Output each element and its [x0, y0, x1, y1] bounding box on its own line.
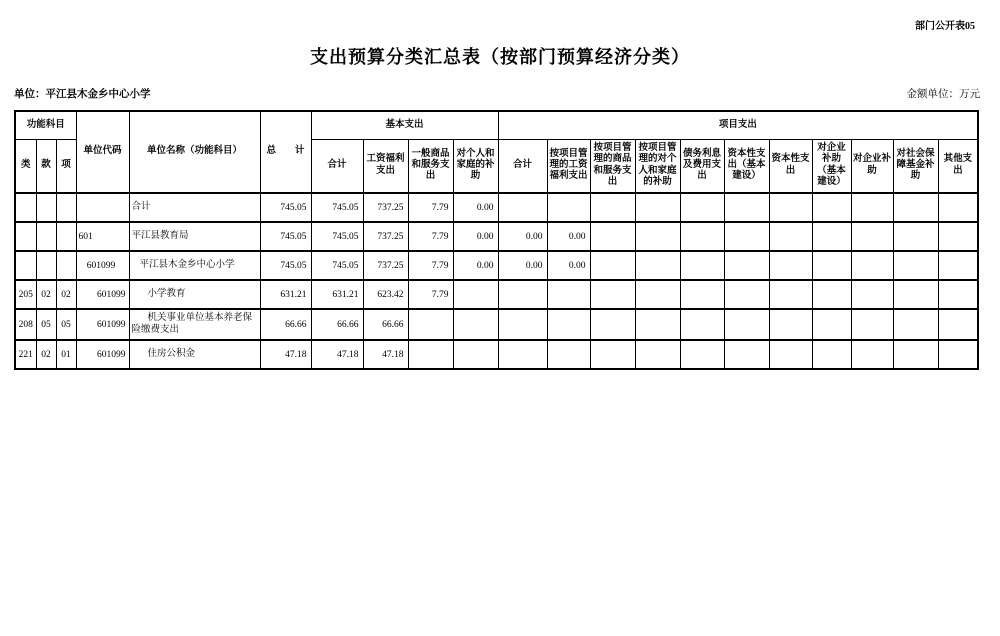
table-row: [15, 340, 978, 369]
value-cell: [938, 280, 978, 309]
func-xiang-cell: [56, 222, 76, 251]
value-cell: [590, 309, 635, 340]
value-cell: 66.66: [363, 309, 408, 340]
col-header-capital: 资本性支出: [769, 139, 812, 193]
col-header-xiang: 项: [56, 139, 76, 193]
table-row: [15, 309, 978, 340]
unit-name-cell: 小学教育: [129, 280, 260, 309]
unit-code-header: 单位代码: [76, 111, 129, 193]
value-cell: [851, 251, 893, 280]
value-cell: 745.05: [311, 222, 363, 251]
value-cell: 737.25: [363, 193, 408, 222]
col-header-enterprise: 对企业补助: [851, 139, 893, 193]
value-cell: [769, 340, 812, 369]
value-cell: [680, 280, 724, 309]
value-cell: [724, 340, 769, 369]
col-header-project-salary: 按项目管理的工资福利支出: [547, 139, 590, 193]
value-cell: [893, 340, 938, 369]
value-cell: [812, 280, 851, 309]
value-cell: [635, 340, 680, 369]
value-cell: [453, 280, 498, 309]
value-cell: [635, 309, 680, 340]
value-cell: [547, 280, 590, 309]
value-cell: [547, 309, 590, 340]
func-xiang-cell: [56, 193, 76, 222]
value-cell: [680, 251, 724, 280]
col-header-project-goods: 按项目管理的商品和服务支出: [590, 139, 635, 193]
value-cell: [547, 193, 590, 222]
col-header-capital-construction: 资本性支出（基本建设）: [724, 139, 769, 193]
col-header-basic-individual: 对个人和家庭的补助: [453, 139, 498, 193]
value-cell: [851, 280, 893, 309]
value-cell: [812, 193, 851, 222]
func-lei-cell: 221: [15, 340, 36, 369]
value-cell: [769, 193, 812, 222]
value-cell: [938, 251, 978, 280]
col-header-basic-goods: 一般商品和服务支出: [408, 139, 453, 193]
value-cell: [408, 340, 453, 369]
value-cell: [851, 309, 893, 340]
value-cell: 0.00: [547, 251, 590, 280]
budget-summary-table: [14, 110, 979, 370]
table-row: [15, 280, 978, 309]
func-lei-cell: 208: [15, 309, 36, 340]
func-subject-group-header: 功能科目: [15, 111, 76, 139]
table-row: [15, 251, 978, 280]
amount-unit-label: 金额单位：万元: [906, 89, 980, 100]
value-cell: 745.05: [260, 251, 311, 280]
value-cell: [851, 222, 893, 251]
value-cell: [590, 251, 635, 280]
value-cell: [893, 251, 938, 280]
func-kuan-cell: 05: [36, 309, 56, 340]
value-cell: [498, 340, 547, 369]
col-header-basic-total: 合计: [311, 139, 363, 193]
value-cell: [680, 193, 724, 222]
value-cell: 47.18: [363, 340, 408, 369]
col-header-lei: 类: [15, 139, 36, 193]
func-lei-cell: [15, 222, 36, 251]
col-header-social-security: 对社会保障基金补助: [893, 139, 938, 193]
value-cell: 745.05: [260, 193, 311, 222]
value-cell: [680, 309, 724, 340]
func-xiang-cell: 01: [56, 340, 76, 369]
value-cell: [893, 222, 938, 251]
func-lei-cell: 205: [15, 280, 36, 309]
value-cell: 47.18: [311, 340, 363, 369]
func-xiang-cell: 05: [56, 309, 76, 340]
unit-code-cell: 601099: [76, 309, 129, 340]
value-cell: 737.25: [363, 251, 408, 280]
value-cell: [498, 309, 547, 340]
unit-name-cell: 平江县木金乡中心小学: [129, 251, 260, 280]
value-cell: [453, 340, 498, 369]
unit-name-cell: 住房公积金: [129, 340, 260, 369]
value-cell: [769, 222, 812, 251]
value-cell: [724, 222, 769, 251]
value-cell: [769, 280, 812, 309]
value-cell: [635, 280, 680, 309]
value-cell: [851, 193, 893, 222]
header-row-groups: [15, 111, 978, 139]
func-kuan-cell: [36, 193, 56, 222]
value-cell: [590, 340, 635, 369]
value-cell: [893, 280, 938, 309]
func-xiang-cell: 02: [56, 280, 76, 309]
value-cell: [635, 193, 680, 222]
col-header-debt-interest: 债务利息及费用支出: [680, 139, 724, 193]
col-header-project-total: 合计: [498, 139, 547, 193]
value-cell: 7.79: [408, 193, 453, 222]
value-cell: [938, 222, 978, 251]
value-cell: 737.25: [363, 222, 408, 251]
table-row: [15, 193, 978, 222]
col-header-other: 其他支出: [938, 139, 978, 193]
value-cell: [635, 222, 680, 251]
value-cell: 0.00: [498, 222, 547, 251]
form-code: 部门公开表05: [915, 21, 975, 32]
value-cell: 66.66: [311, 309, 363, 340]
value-cell: [769, 309, 812, 340]
value-cell: 623.42: [363, 280, 408, 309]
value-cell: [590, 280, 635, 309]
unit-label: 单位：平江县木金乡中心小学: [14, 89, 151, 100]
unit-name-cell: 机关事业单位基本养老保险缴费支出: [129, 309, 260, 340]
project-expenditure-group-header: 项目支出: [498, 111, 978, 139]
page-title: 支出预算分类汇总表（按部门预算经济分类）: [310, 47, 690, 67]
value-cell: [938, 309, 978, 340]
col-header-project-individual: 按项目管理的对个人和家庭的补助: [635, 139, 680, 193]
meta-row: [14, 86, 980, 101]
value-cell: [812, 309, 851, 340]
unit-code-cell: 601: [76, 222, 129, 251]
value-cell: [453, 309, 498, 340]
value-cell: 745.05: [311, 251, 363, 280]
value-cell: [812, 340, 851, 369]
func-lei-cell: [15, 193, 36, 222]
value-cell: 0.00: [547, 222, 590, 251]
value-cell: [590, 193, 635, 222]
value-cell: 631.21: [311, 280, 363, 309]
value-cell: [724, 280, 769, 309]
value-cell: [408, 309, 453, 340]
col-header-enterprise-construction: 对企业补助（基本建设）: [812, 139, 851, 193]
unit-name-header: 单位名称（功能科目）: [129, 111, 260, 193]
value-cell: 0.00: [453, 251, 498, 280]
unit-name-cell: 平江县教育局: [129, 222, 260, 251]
value-cell: [893, 193, 938, 222]
func-lei-cell: [15, 251, 36, 280]
func-xiang-cell: [56, 251, 76, 280]
value-cell: 745.05: [260, 222, 311, 251]
value-cell: [590, 222, 635, 251]
func-kuan-cell: [36, 222, 56, 251]
grand-total-header: 总 计: [260, 111, 311, 193]
col-header-basic-salary: 工资福利支出: [363, 139, 408, 193]
value-cell: 745.05: [311, 193, 363, 222]
value-cell: 0.00: [453, 222, 498, 251]
value-cell: 47.18: [260, 340, 311, 369]
value-cell: 631.21: [260, 280, 311, 309]
value-cell: [547, 340, 590, 369]
unit-code-cell: [76, 193, 129, 222]
value-cell: 7.79: [408, 280, 453, 309]
value-cell: [812, 251, 851, 280]
value-cell: [680, 222, 724, 251]
value-cell: [635, 251, 680, 280]
value-cell: [680, 340, 724, 369]
func-kuan-cell: [36, 251, 56, 280]
value-cell: 7.79: [408, 251, 453, 280]
unit-code-cell: 601099: [76, 340, 129, 369]
func-kuan-cell: 02: [36, 280, 56, 309]
value-cell: [812, 222, 851, 251]
unit-name-cell: 合计: [129, 193, 260, 222]
value-cell: [498, 193, 547, 222]
value-cell: [893, 309, 938, 340]
col-header-kuan: 款: [36, 139, 56, 193]
value-cell: 0.00: [453, 193, 498, 222]
value-cell: [938, 193, 978, 222]
value-cell: [724, 309, 769, 340]
value-cell: [724, 251, 769, 280]
table-row: [15, 222, 978, 251]
func-kuan-cell: 02: [36, 340, 56, 369]
value-cell: 0.00: [498, 251, 547, 280]
value-cell: [851, 340, 893, 369]
unit-code-cell: 601099: [76, 251, 129, 280]
value-cell: 66.66: [260, 309, 311, 340]
value-cell: [769, 251, 812, 280]
value-cell: [498, 280, 547, 309]
value-cell: 7.79: [408, 222, 453, 251]
basic-expenditure-group-header: 基本支出: [311, 111, 498, 139]
value-cell: [938, 340, 978, 369]
unit-code-cell: 601099: [76, 280, 129, 309]
value-cell: [724, 193, 769, 222]
